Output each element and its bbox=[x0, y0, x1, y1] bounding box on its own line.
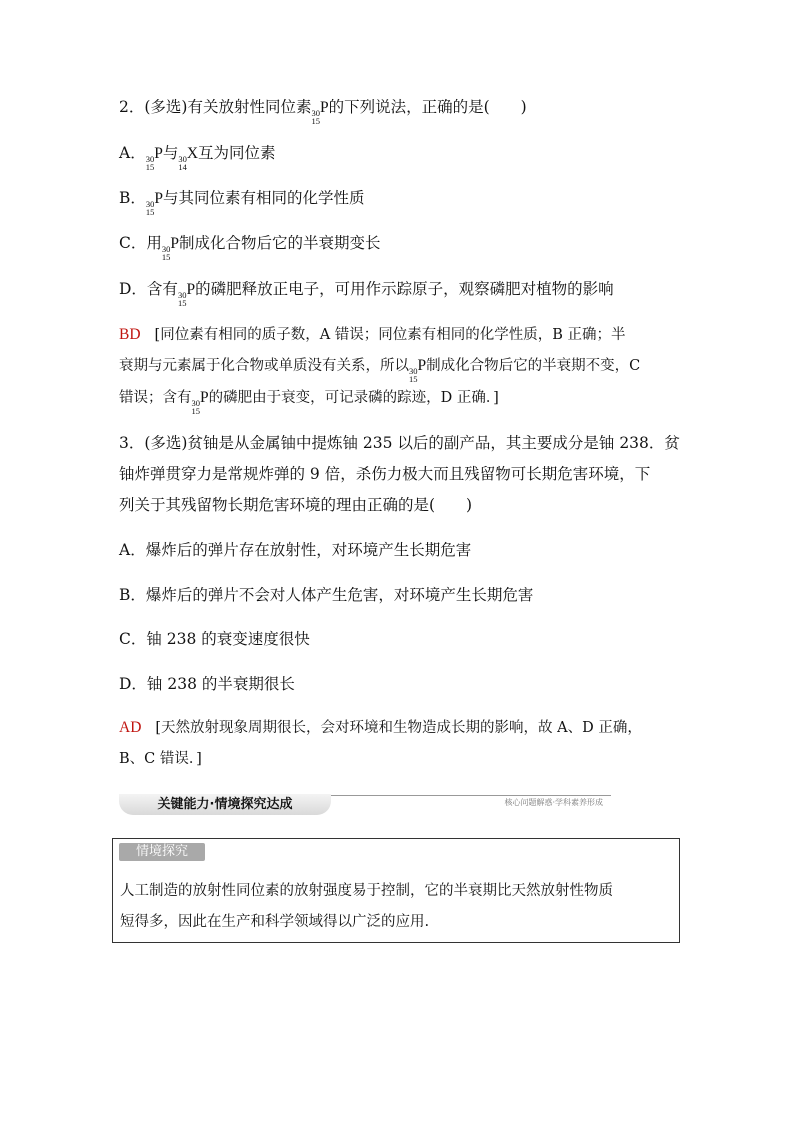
q2-stem-text: 2．(多选)有关放射性同位素 bbox=[119, 98, 312, 116]
section-header bbox=[119, 792, 611, 816]
q2-answer-line-2: 衰期与元素属于化合物或单质没有关系，所以 30 15 P制成化合物后它的半衰期不变，C bbox=[119, 357, 641, 384]
scenario-label: 情境探究 bbox=[119, 843, 205, 861]
q3-option-d: D．铀 238 的半衰期很长 bbox=[119, 675, 295, 693]
q3-option-a: A．爆炸后的弹片存在放射性，对环境产生长期危害 bbox=[119, 541, 472, 559]
section-subtitle: 核心问题解惑·学科素养形成 bbox=[504, 798, 603, 807]
isotope-p30: 30 15 bbox=[191, 398, 200, 416]
q2-answer-key: BD bbox=[119, 326, 141, 343]
isotope-p30: 30 15 bbox=[177, 290, 187, 308]
isotope-symbol: P bbox=[319, 99, 329, 116]
q2-option-a: A． 30 15 P与 30 14 X互为同位素 bbox=[119, 144, 276, 172]
scenario-box bbox=[112, 838, 680, 943]
q3-answer-line-2: B、C 错误．] bbox=[119, 751, 202, 767]
q2-stem bbox=[119, 97, 527, 125]
q2-option-b: B． 30 15 P与其同位素有相同的化学性质 bbox=[119, 189, 365, 217]
q3-stem-line-3: 列关于其残留物长期危害环境的理由正确的是( ) bbox=[119, 496, 473, 514]
isotope-p30: 30 15 bbox=[311, 108, 320, 126]
q2-stem-text-2: 的下列说法，正确的是( ) bbox=[328, 98, 527, 116]
q3-option-c: C．铀 238 的衰变速度很快 bbox=[119, 630, 310, 648]
scenario-text-line-2: 短得多，因此在生产和科学领域得以广泛的应用. bbox=[120, 914, 430, 930]
isotope-p30: 30 15 bbox=[145, 154, 155, 172]
isotope-p30: 30 15 bbox=[145, 199, 155, 217]
q2-option-c: C．用 30 15 P制成化合物后它的半衰期变长 bbox=[119, 234, 381, 262]
q2-answer-line-1: BD [同位素有相同的质子数，A 错误；同位素有相同的化学性质，B 正确；半 bbox=[119, 326, 626, 343]
q3-stem-line-1: 3．(多选)贫铀是从金属铀中提炼铀 235 以后的副产品，其主要成分是铀 238．贫 bbox=[119, 434, 680, 452]
q3-stem-line-2: 铀炸弹贯穿力是常规炸弹的 9 倍，杀伤力极大而且残留物可长期危害环境，下 bbox=[119, 465, 651, 483]
section-title: 关键能力·情境探究达成 bbox=[119, 794, 331, 815]
q3-answer-key: AD bbox=[119, 719, 142, 736]
isotope-p30: 30 15 bbox=[409, 366, 418, 384]
isotope-x30: 30 14 bbox=[178, 154, 187, 172]
q2-answer-line-3: 错误；含有 30 15 P的磷肥由于衰变，可记录磷的踪迹，D 正确．] bbox=[119, 389, 499, 416]
q3-answer-line-1: AD [天然放射现象周期很长，会对环境和生物造成长期的影响，故 A、D 正确， bbox=[119, 719, 642, 736]
isotope-p30: 30 15 bbox=[161, 244, 171, 262]
q2-option-d: D．含有 30 15 P的磷肥释放正电子，可用作示踪原子，观察磷肥对植物的影响 bbox=[119, 280, 614, 308]
q3-option-b: B．爆炸后的弹片不会对人体产生危害，对环境产生长期危害 bbox=[119, 586, 534, 604]
scenario-text-line-1: 人工制造的放射性同位素的放射强度易于控制，它的半衰期比天然放射性物质 bbox=[120, 883, 613, 899]
